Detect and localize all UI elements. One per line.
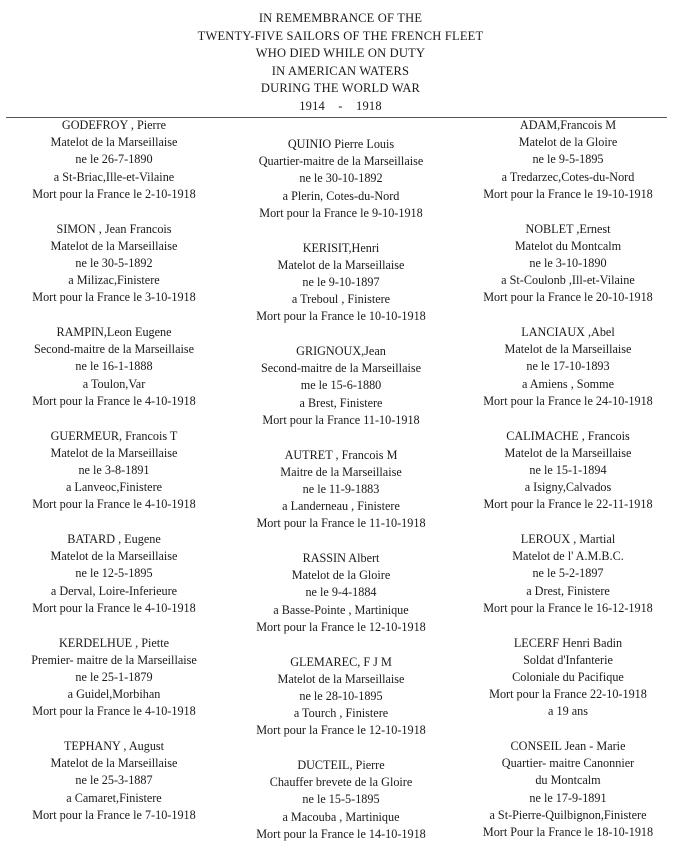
sailor-detail-line: Mort pour la France le 7-10-1918 <box>32 807 196 822</box>
header-line-3: WHO DIED WHILE ON DUTY <box>255 46 426 61</box>
sailor-entry <box>457 635 679 739</box>
sailor-name: RAMPIN,Leon Eugene <box>56 325 172 339</box>
sailor-detail-line: ne le 28-10-1895 <box>299 688 383 703</box>
sailor-detail-line: a Plerin, Cotes-du-Nord <box>282 188 400 203</box>
sailor-detail-line: a Treboul , Finistere <box>291 292 391 307</box>
sailor-detail-line: a 19 ans <box>548 704 588 719</box>
header-years: 1914 - 1918 <box>299 98 382 113</box>
sailor-name: GLEMAREC, F J M <box>290 654 392 669</box>
sailor-detail-line: Mort pour la France le 19-10-1918 <box>483 186 653 201</box>
sailor-entry <box>3 738 225 842</box>
sailor-detail-line: Matelot de la Marseillaise <box>504 445 632 460</box>
sailor-detail-line: ne le 15-5-1895 <box>302 792 380 807</box>
sailor-name: TEPHANY , August <box>63 739 165 753</box>
sailor-detail-line: a Camaret,Finistere <box>66 790 162 805</box>
sailor-detail-line: a Landerneau , Finistere <box>282 499 400 514</box>
sailor-name: KERISIT,Henri <box>302 240 380 255</box>
sailor-entry <box>230 550 452 654</box>
sailor-detail-line: ne le 3-10-1890 <box>529 255 607 270</box>
sailor-entry <box>457 428 679 532</box>
sailor-entry <box>457 117 679 221</box>
sailor-detail-line: Premier- maitre de la Marseillaise <box>31 652 197 667</box>
header-line-1: IN REMEMBRANCE OF THE <box>258 11 423 25</box>
sailor-entry <box>230 757 452 861</box>
sailor-detail-line: du Montcalm <box>535 773 601 788</box>
sailor-detail-line: ne le 3-8-1891 <box>78 462 150 477</box>
column-right <box>457 117 679 842</box>
sailor-entry <box>457 531 679 635</box>
sailor-detail-line: Mort pour la France le 4-10-1918 <box>32 600 196 615</box>
sailor-detail-line: ne le 16-1-1888 <box>75 359 153 374</box>
sailor-name: CONSEIL Jean - Marie <box>510 739 626 753</box>
sailor-detail-line: a Basse-Pointe , Martinique <box>273 602 409 617</box>
sailor-detail-line: Matelot de la Marseillaise <box>50 549 178 564</box>
sailor-detail-line: Mort pour la France le 22-11-1918 <box>483 497 653 512</box>
sailor-detail-line: a Tredarzec,Cotes-du-Nord <box>501 169 635 184</box>
sailor-entry <box>230 343 452 447</box>
sailor-detail-line: Mort pour la France le 10-10-1918 <box>256 309 426 324</box>
sailor-name: GRIGNOUX,Jean <box>296 344 386 358</box>
sailor-entry <box>457 738 679 842</box>
sailor-name: QUINIO Pierre Louis <box>287 137 395 151</box>
sailor-name: GODEFROY , Pierre <box>61 118 167 132</box>
sailor-entry <box>3 635 225 739</box>
sailor-detail-line: a Milizac,Finistere <box>68 273 160 288</box>
sailor-detail-line: Mort Pour la France le 18-10-1918 <box>482 825 654 840</box>
sailor-name: NOBLET ,Ernest <box>525 221 611 236</box>
sailor-name: LECERF Henri Badin <box>513 635 623 650</box>
sailor-detail-line: ne le 15-1-1894 <box>529 462 607 477</box>
sailor-detail-line: Mort pour la France le 4-10-1918 <box>32 497 196 512</box>
sailor-detail-line: Mort pour la France le 14-10-1918 <box>256 826 426 841</box>
sailor-detail-line: me le 15-6-1880 <box>300 378 382 393</box>
sailor-detail-line: a St-Pierre-Quilbignon,Finistere <box>489 807 647 822</box>
sailor-detail-line: ne le 12-5-1895 <box>75 566 153 581</box>
sailor-detail-line: ne le 5-2-1897 <box>532 566 604 581</box>
sailor-detail-line: Matelot de la Marseillaise <box>277 671 405 686</box>
sailor-detail-line: ne le 25-1-1879 <box>75 669 153 684</box>
sailor-detail-line: Quartier- maitre Canonnier <box>501 756 635 771</box>
sailor-name: LANCIAUX ,Abel <box>521 325 615 339</box>
sailor-detail-line: Mort pour la France le 12-10-1918 <box>256 619 426 634</box>
sailor-detail-line: Mort pour la France le 4-10-1918 <box>32 704 196 719</box>
header-line-5: DURING THE WORLD WAR <box>260 81 421 96</box>
sailor-detail-line: Soldat d'Infanterie <box>523 652 613 667</box>
sailor-detail-line: Coloniale du Pacifique <box>512 669 624 684</box>
sailor-detail-line: Matelot de la Marseillaise <box>504 342 632 357</box>
sailor-detail-line: Mort pour la France le 9-10-1918 <box>259 205 423 220</box>
sailor-detail-line: a St-Briac,Ille-et-Vilaine <box>53 169 175 184</box>
sailor-name: RASSIN Albert <box>302 551 380 565</box>
sailor-detail-line: Matelot du Montcalm <box>514 238 622 253</box>
sailor-name: DUCTEIL, Pierre <box>297 758 385 772</box>
sailor-detail-line: a Isigny,Calvados <box>524 480 612 495</box>
sailor-detail-line: ne le 17-9-1891 <box>529 790 607 805</box>
sailor-name: AUTRET , Francois M <box>284 447 398 462</box>
header-line-2: TWENTY-FIVE SAILORS OF THE FRENCH FLEET <box>197 28 484 43</box>
sailor-detail-line: ne le 9-5-1895 <box>532 152 604 167</box>
sailor-detail-line: ne le 30-10-1892 <box>299 171 383 186</box>
sailor-name: BATARD , Eugene <box>67 532 161 546</box>
sailor-entry <box>230 136 452 240</box>
column-left <box>3 117 225 842</box>
sailor-entry <box>3 221 225 325</box>
sailor-detail-line: ne le 26-7-1890 <box>75 152 153 167</box>
sailor-detail-line: Mort pour la France le 3-10-1918 <box>32 290 196 305</box>
sailor-detail-line: Matelot de la Marseillaise <box>50 238 178 253</box>
sailor-detail-line: Matelot de la Marseillaise <box>50 756 178 771</box>
sailor-name: CALIMACHE , Francois <box>506 428 630 443</box>
sailor-entry <box>3 324 225 428</box>
sailor-detail-line: ne le 25-3-1887 <box>75 773 153 788</box>
sailor-detail-line: Mort pour la France le 20-10-1918 <box>483 290 653 305</box>
sailor-detail-line: Mort pour la France le 16-12-1918 <box>483 600 653 615</box>
sailor-detail-line: a Toulon,Var <box>82 376 146 391</box>
column-middle <box>230 136 452 861</box>
sailor-detail-line: a Lanveoc,Finistere <box>65 480 163 495</box>
sailor-detail-line: ne le 30-5-1892 <box>75 255 153 270</box>
sailor-entry <box>3 117 225 221</box>
sailor-entry <box>3 428 225 532</box>
sailor-detail-line: Second-maitre de la Marseillaise <box>33 342 195 357</box>
sailor-detail-line: ne le 9-4-1884 <box>305 585 377 600</box>
sailor-detail-line: Matelot de la Marseillaise <box>50 135 178 150</box>
sailor-entry <box>230 240 452 344</box>
sailor-detail-line: Matelot de l' A.M.B.C. <box>512 549 624 564</box>
sailor-detail-line: Mort pour la France le 12-10-1918 <box>256 723 426 738</box>
sailor-detail-line: Quartier-maitre de la Marseillaise <box>258 154 424 169</box>
sailor-detail-line: Mort pour la France le 11-10-1918 <box>256 516 426 531</box>
sailor-detail-line: ne le 17-10-1893 <box>526 359 610 374</box>
sailor-entry <box>457 324 679 428</box>
sailor-name: KERDELHUE , Piette <box>58 635 169 650</box>
sailor-detail-line: Matelot de la Marseillaise <box>277 257 405 272</box>
sailor-detail-line: ne le 11-9-1883 <box>302 481 380 496</box>
sailor-name: SIMON , Jean Francois <box>56 221 172 236</box>
sailor-detail-line: Second-maitre de la Marseillaise <box>260 361 422 376</box>
sailor-detail-line: Mort pour la France le 2-10-1918 <box>32 186 196 201</box>
header-line-4: IN AMERICAN WATERS <box>271 63 410 78</box>
sailor-detail-line: a St-Coulonb ,Ill-et-Vilaine <box>501 273 635 288</box>
sailor-detail-line: Mort pour la France le 24-10-1918 <box>483 393 653 408</box>
sailor-detail-line: Mort pour la France 22-10-1918 <box>489 687 647 702</box>
sailor-detail-line: Mort pour la France le 4-10-1918 <box>32 393 196 408</box>
sailor-detail-line: a Macouba , Martinique <box>282 809 400 824</box>
sailor-detail-line: Matelot de la Marseillaise <box>50 445 178 460</box>
sailor-name: LEROUX , Martial <box>520 532 616 546</box>
sailor-detail-line: Matelot de la Gloire <box>291 568 391 583</box>
sailor-entry <box>230 654 452 758</box>
sailor-detail-line: ne le 9-10-1897 <box>302 274 380 289</box>
sailor-detail-line: Maitre de la Marseillaise <box>280 464 402 479</box>
sailor-entry <box>457 221 679 325</box>
sailor-detail-line: a Brest, Finistere <box>299 395 383 410</box>
sailor-name: ADAM,Francois M <box>519 118 617 132</box>
sailor-name: GUERMEUR, Francois T <box>50 428 178 443</box>
sailor-detail-line: a Amiens , Somme <box>521 376 615 391</box>
sailor-detail-line: a Guidel,Morbihan <box>67 687 161 702</box>
sailor-detail-line: Chauffer brevete de la Gloire <box>269 775 413 790</box>
sailor-detail-line: a Drest, Finistere <box>526 583 610 598</box>
sailor-entry <box>3 531 225 635</box>
memorial-header <box>0 10 681 116</box>
sailor-entry <box>230 447 452 551</box>
sailor-detail-line: Matelot de la Gloire <box>518 135 618 150</box>
sailor-detail-line: a Derval, Loire-Inferieure <box>50 583 178 598</box>
sailor-detail-line: a Tourch , Finistere <box>293 706 389 721</box>
sailor-detail-line: Mort pour la France 11-10-1918 <box>262 412 420 427</box>
